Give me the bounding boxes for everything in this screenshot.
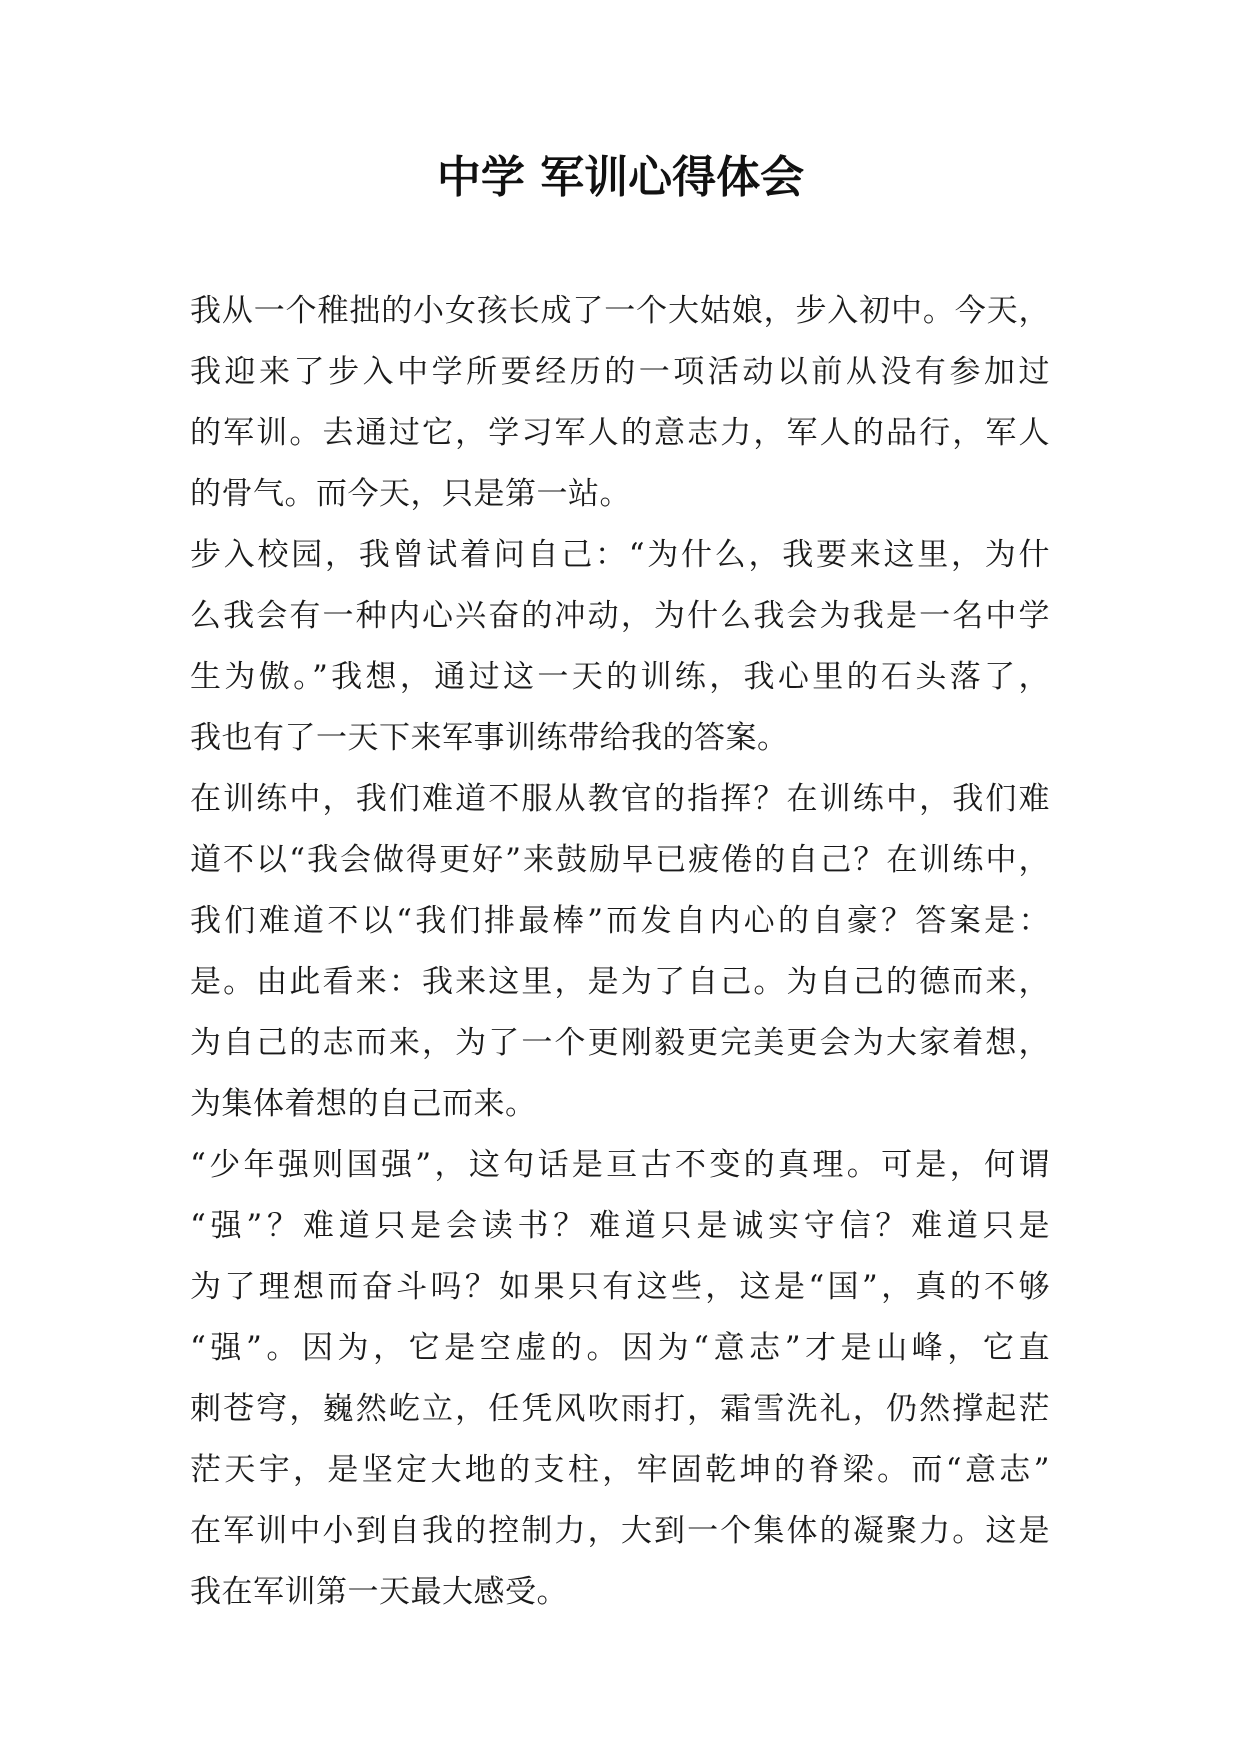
paragraph-4-line: “强”？难道只是会读书？难道只是诚实守信？难道只是 bbox=[190, 1208, 1050, 1244]
paragraph-3-line: 道不以“我会做得更好”来鼓励早已疲倦的自己？在训练中， bbox=[190, 842, 1050, 878]
paragraph-1-line: 我从一个稚拙的小女孩长成了一个大姑娘，步入初中。今天， bbox=[190, 293, 1050, 329]
paragraph-4-line: 茫天宇，是坚定大地的支柱，牢固乾坤的脊梁。而“意志” bbox=[190, 1452, 1050, 1488]
paragraph-4-line: 刺苍穹，巍然屹立，任凭风吹雨打，霜雪洗礼，仍然撑起茫 bbox=[190, 1391, 1050, 1427]
paragraph-4-line: 我在军训第一天最大感受。 bbox=[190, 1574, 568, 1610]
paragraph-4-line: “少年强则国强”，这句话是亘古不变的真理。可是，何谓 bbox=[190, 1147, 1050, 1183]
paragraph-3-line: 为自己的志而来，为了一个更刚毅更完美更会为大家着想， bbox=[190, 1025, 1050, 1061]
paragraph-4-line: 为了理想而奋斗吗？如果只有这些，这是“国”，真的不够 bbox=[190, 1269, 1050, 1305]
paragraph-3-line: 为集体着想的自己而来。 bbox=[190, 1086, 537, 1122]
document-body bbox=[190, 281, 1050, 1623]
paragraph-2-line: 我也有了一天下来军事训练带给我的答案。 bbox=[190, 720, 789, 756]
paragraph-1-line: 的骨气。而今天，只是第一站。 bbox=[190, 476, 631, 512]
paragraph-2-line: 么我会有一种内心兴奋的冲动，为什么我会为我是一名中学 bbox=[190, 598, 1050, 634]
paragraph-2-line: 生为傲。”我想，通过这一天的训练，我心里的石头落了， bbox=[190, 659, 1050, 695]
document-title: 中学 军训心得体会 bbox=[436, 152, 805, 203]
paragraph-1-line: 的军训。去通过它，学习军人的意志力，军人的品行，军人 bbox=[190, 415, 1050, 451]
paragraph-3-line: 我们难道不以“我们排最棒”而发自内心的自豪？答案是： bbox=[190, 903, 1050, 939]
paragraph-1-line: 我迎来了步入中学所要经历的一项活动以前从没有参加过 bbox=[190, 354, 1050, 390]
paragraph-4-line: “强”。因为，它是空虚的。因为“意志”才是山峰，它直 bbox=[190, 1330, 1050, 1366]
paragraph-3-line: 在训练中，我们难道不服从教官的指挥？在训练中，我们难 bbox=[190, 781, 1050, 817]
paragraph-3-line: 是。由此看来：我来这里，是为了自己。为自己的德而来， bbox=[190, 964, 1050, 1000]
paragraph-4-line: 在军训中小到自我的控制力，大到一个集体的凝聚力。这是 bbox=[190, 1513, 1050, 1549]
paragraph-2-line: 步入校园，我曾试着问自己：“为什么，我要来这里，为什 bbox=[190, 537, 1050, 573]
